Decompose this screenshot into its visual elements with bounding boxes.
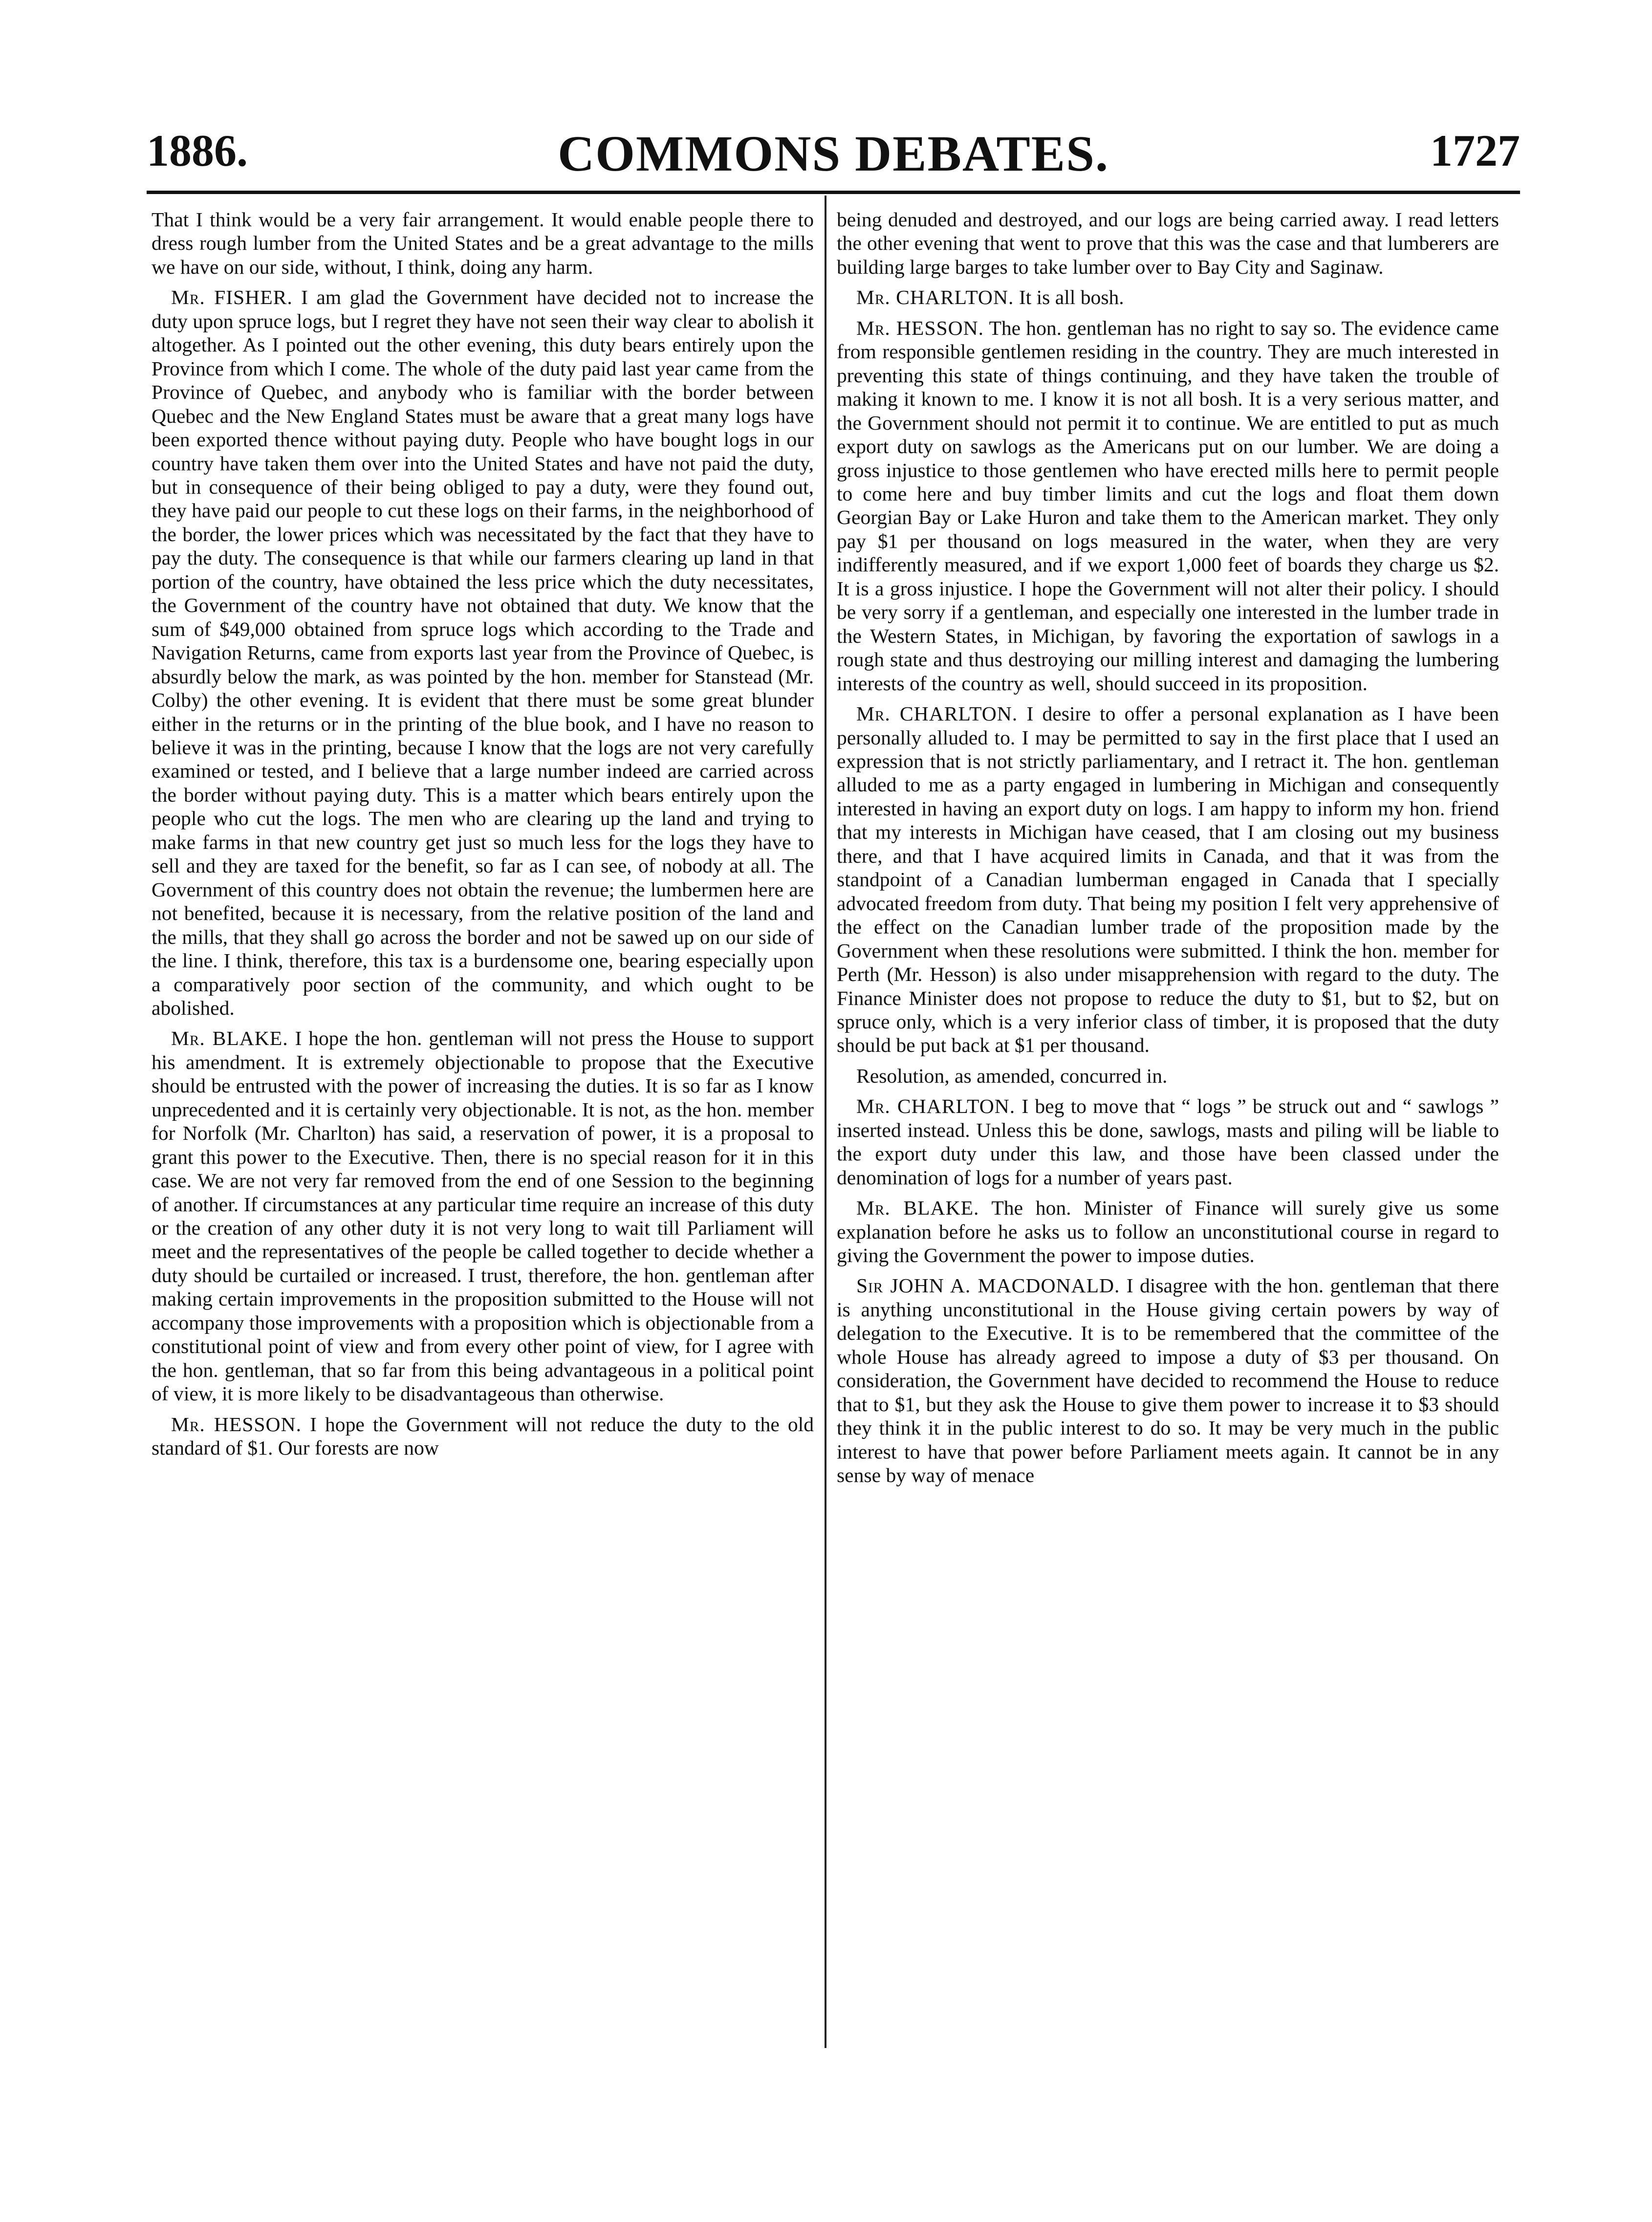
- header-year: 1886.: [147, 126, 248, 175]
- paragraph: [837, 1274, 1499, 1487]
- left-column: [152, 208, 814, 1467]
- header-title: COMMONS DEBATES.: [558, 126, 1109, 182]
- speaker-name: Sir JOHN A. MACDONALD.: [856, 1274, 1120, 1297]
- speaker-name: Mr. CHARLTON.: [856, 286, 1014, 309]
- paragraph: [837, 702, 1499, 1057]
- paragraph-text: I disagree with the hon. gentleman that there is anything unconstitutional in the House giving certain powers by way of delegation to the Executive. It is to be remembered that the committee of the whole House has already agreed to impose a duty of $3 per thousand. On consideration, the Government have decided to recommend the House to reduce that to $1, but they ask the House to give them power to increase it to $3 should they think it in the public interest to do so. It may be very much in the public interest to have that power before Parliament meets again. It cannot be in any sense by way of menace: [837, 1274, 1500, 1487]
- paragraph: [152, 285, 814, 1020]
- speaker-name: Mr. CHARLTON.: [856, 702, 1018, 725]
- paragraph-text: Resolution, as amended, concurred in.: [856, 1064, 1168, 1087]
- paragraph: [837, 316, 1499, 695]
- paragraph-text: The hon. Minister of Finance will surely give us some explanation before he asks us to follow an unconstitutional course in regard to giving the Government the power to impose duties.: [837, 1197, 1499, 1267]
- paragraph: [837, 208, 1499, 279]
- speaker-name: Mr. CHARLTON.: [856, 1095, 1016, 1118]
- page-header: [147, 115, 1520, 188]
- speaker-name: Mr. HESSON.: [856, 316, 984, 339]
- paragraph: [837, 285, 1499, 309]
- paragraph-text: I beg to move that “ logs ” be struck out and “ sawlogs ” inserted instead. Unless this be done, sawlogs, masts and piling will be liable to the export duty under this law, and those have been classed under the denomination of logs for a number of years past.: [837, 1095, 1499, 1189]
- paragraph-text: I am glad the Government have decided not to increase the duty upon spruce logs, but I regret they have not seen their way clear to abolish it altogether. As I pointed out the other evening, this duty bears entirely upon the Province from which I come. The whole of the duty paid last year came from the Province of Quebec, and anybody who is familiar with the border between Quebec and the New England States must be aware that a great many logs have been exported thence without paying duty. People who have bought logs in our country have taken them over into the United States and have not paid the duty, but in consequence of their being obliged to pay a duty, were they found out, they have paid our people to cut these logs on their farms, in the neighborhood of the border, the lower prices which was necessitated by the fact that they have to pay the duty. The consequence is that while our farmers clearing up land in that portion of the country, have obtained the less price which the duty necessitates, the Government of the country have not obtained that duty. We know that the sum of $49,000 obtained from spruce logs which according to the Trade and Navigation Returns, came from exports last year from the Province of Quebec, is absurdly below the mark, as was pointed by the hon. member for Stanstead (Mr. Colby) the other evening. It is evident that there must be some great blunder either in the returns or in the printing of the blue book, and I have no reason to believe it was in the printing, because I know that the logs are not very carefully examined or tested, and I believe that a large number indeed are carried across the border without paying duty. This is a matter which bears entirely upon the people who cut the logs. The men who are clearing up the land and trying to make farms in that new country get just so much less for the logs they have to sell and they are taxed for the benefit, so far as I can see, of nobody at all. The Government of this country does not obtain the revenue; the lumbermen here are not benefited, because it is necessary, from the relative position of the land and the mills, that they shall go across the border and not be sawed up on our side of the line. I think, therefore, this tax is a burdensome one, bearing especially upon a comparatively poor section of the community, and which ought to be abolished.: [152, 286, 814, 1019]
- paragraph: [837, 1196, 1499, 1267]
- paragraph: [152, 1413, 814, 1460]
- header-rule: [147, 191, 1520, 194]
- paragraph-text: I hope the hon. gentleman will not press the House to support his amendment. It is extremely objectionable to propose that the Executive should be entrusted with the power of increasing the duties. It is so far as I know unprecedented and it is certainly very objectionable. It is not, as the hon. member for Norfolk (Mr. Charlton) has said, a reservation of power, it is a proposal to grant this power to the Executive. Then, there is no special reason for it in this case. We are not very far removed from the end of one Session to the beginning of another. If circumstances at any particular time require an increase of this duty or the creation of any other duty it is not very long to wait till Parliament will meet and the representatives of the people be called together to decide whether a duty should be curtailed or increased. I trust, therefore, the hon. gentleman after making certain improvements in the proposition submitted to the House will not accompany those improvements with a proposition which is objectionable from a constitutional point of view and from every other point of view, for I agree with the hon. gentleman, that so far from this being advantageous in a political point of view, it is more likely to be disadvantageous than otherwise.: [152, 1027, 814, 1405]
- paragraph: [152, 1026, 814, 1405]
- speaker-name: Mr. BLAKE.: [856, 1197, 979, 1220]
- paragraph-text: That I think would be a very fair arrangement. It would enable people there to dress rough lumber from the United States and be a great advantage to the mills we have on our side, without, I think, doing any harm.: [152, 208, 814, 278]
- paragraph-text: It is all bosh.: [1019, 286, 1124, 309]
- paragraph: [837, 1064, 1499, 1088]
- speaker-name: Mr. BLAKE.: [171, 1027, 288, 1050]
- paragraph-text: The hon. gentleman has no right to say so. The evidence came from responsible gentlemen residing in the country. They are much interested in preventing this state of things continuing, and they have taken the trouble of making it known to me. I know it is not all bosh. It is a very serious matter, and the Government should not permit it to continue. We are entitled to put as much export duty on sawlogs as the Americans put on our lumber. We are doing a gross injustice to those gentlemen who have erected mills here to permit people to come here and buy timber limits and cut the logs and float them down Georgian Bay or Lake Huron and take them to the American market. They only pay $1 per thousand on logs measured in the water, when they are very indifferently measured, and if we export 1,000 feet of boards they charge us $2. It is a gross injustice. I hope the Government will not alter their policy. I should be very sorry if a gentleman, and especially one interested in the lumber trade in the Western States, in Michigan, by favoring the exportation of sawlogs in a rough state and thus destroying our milling interest and damaging the lumbering interests of the country as well, should succeed in its proposition.: [837, 316, 1499, 695]
- header-page-number: 1727: [1430, 126, 1520, 175]
- column-divider: [825, 196, 826, 2048]
- right-column: [837, 208, 1499, 1494]
- paragraph-text: being denuded and destroyed, and our logs are being carried away. I read letters the other evening that went to prove that this was the case and that lumberers are building large barges to take lumber over to Bay City and Saginaw.: [837, 208, 1499, 278]
- paragraph-text: I desire to offer a personal explanation as I have been personally alluded to. I may be permitted to say in the first place that I used an expression that is not strictly parliamentary, and I retract it. The hon. gentleman alluded to me as a party engaged in lumbering in Michigan and consequently interested in having an export duty on logs. I am happy to inform my hon. friend that my interests in Michigan have ceased, that I am closing out my business there, and that I have acquired limits in Canada, and that it was from the standpoint of a Canadian lumberman engaged in Canada that I specially advocated freedom from duty. That being my position I felt very apprehensive of the effect on the Canadian lumber trade of the proposition made by the Government when these resolutions were submitted. I think the hon. member for Perth (Mr. Hesson) is also under misapprehension with regard to the duty. The Finance Minister does not propose to reduce the duty to $1, but to $2, but on spruce only, which is a very inferior class of timber, it is proposed that the duty should be put back at $1 per thousand.: [837, 702, 1500, 1057]
- paragraph: [152, 208, 814, 279]
- speaker-name: Mr. HESSON.: [171, 1413, 302, 1436]
- speaker-name: Mr. FISHER.: [171, 286, 293, 309]
- paragraph: [837, 1094, 1499, 1189]
- paragraph-text: I hope the Government will not reduce the duty to the old standard of $1. Our forests are now: [152, 1413, 814, 1460]
